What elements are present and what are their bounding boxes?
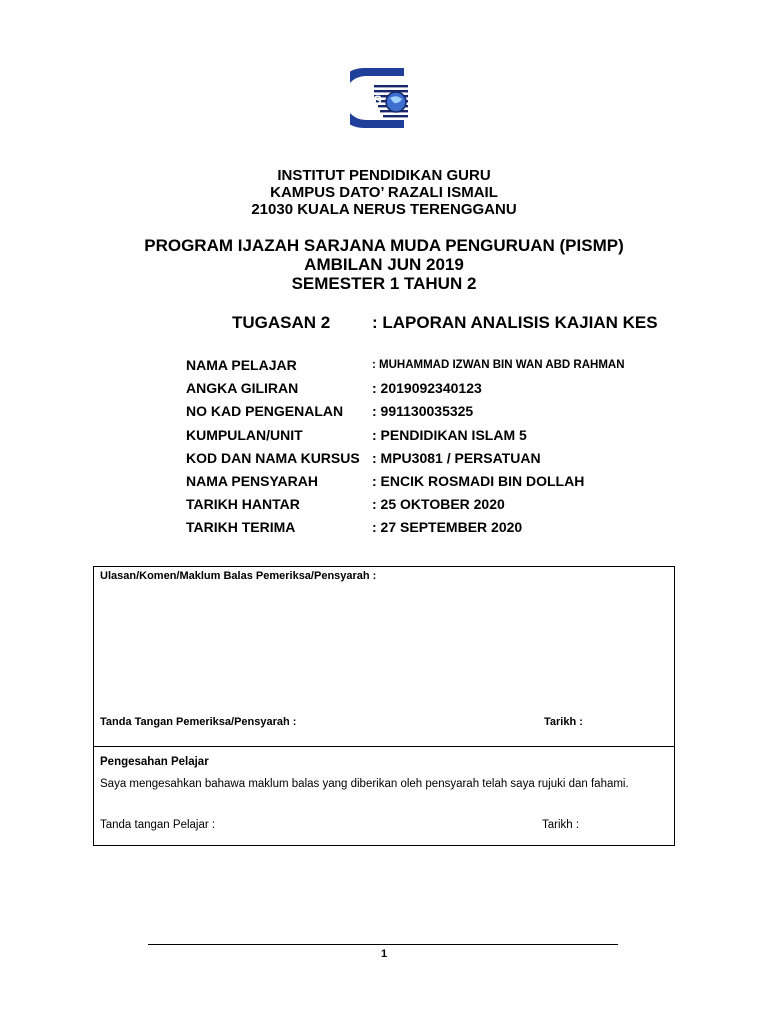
info-value: : 991130035325 <box>372 403 474 419</box>
institute-header <box>0 167 768 218</box>
feedback-title: Ulasan/Komen/Maklum Balas Pemeriksa/Pensyarah : <box>100 570 377 582</box>
student-date-label: Tarikh : <box>542 819 580 831</box>
confirmation-box <box>93 745 675 846</box>
info-label: KUMPULAN/UNIT <box>186 427 303 443</box>
info-label: KOD DAN NAMA KURSUS <box>186 450 360 466</box>
info-label: NO KAD PENGENALAN <box>186 403 344 419</box>
info-value: : PENDIDIKAN ISLAM 5 <box>372 427 527 443</box>
info-value: : 27 SEPTEMBER 2020 <box>372 519 523 535</box>
intake: AMBILAN JUN 2019 <box>304 255 464 274</box>
assignment-label: TUGASAN 2 <box>232 313 331 332</box>
confirmation-title: Pengesahan Pelajar <box>100 756 209 768</box>
footer-divider <box>148 944 618 945</box>
svg-text:IPG: IPG <box>361 93 382 107</box>
institute-name: INSTITUT PENDIDIKAN GURU <box>277 167 491 184</box>
info-value: : 2019092340123 <box>372 380 482 396</box>
info-value: : MUHAMMAD IZWAN BIN WAN ABD RAHMAN <box>372 359 625 371</box>
program-header <box>0 236 768 293</box>
info-label: ANGKA GILIRAN <box>186 380 299 396</box>
program-name: PROGRAM IJAZAH SARJANA MUDA PENGURUAN (PISMP) <box>144 236 624 255</box>
info-label: TARIKH TERIMA <box>186 519 296 535</box>
campus-name: KAMPUS DATO’ RAZALI ISMAIL <box>270 184 498 201</box>
ipg-logo <box>350 62 420 134</box>
info-value: : 25 OKTOBER 2020 <box>372 496 505 512</box>
examiner-date-label: Tarikh : <box>544 716 583 728</box>
semester: SEMESTER 1 TAHUN 2 <box>291 274 477 293</box>
assignment-title: : LAPORAN ANALISIS KAJIAN KES <box>372 313 658 332</box>
feedback-box <box>93 566 675 747</box>
info-label: NAMA PENSYARAH <box>186 473 318 489</box>
confirmation-statement: Saya mengesahkan bahawa maklum balas yang diberikan oleh pensyarah telah saya rujuki dan fahami. <box>100 778 629 790</box>
info-value: : MPU3081 / PERSATUAN <box>372 450 541 466</box>
student-signature-label: Tanda tangan Pelajar : <box>100 819 216 831</box>
page-number: 1 <box>380 948 388 960</box>
info-label: TARIKH HANTAR <box>186 496 300 512</box>
info-label: NAMA PELAJAR <box>186 357 297 373</box>
info-value: : ENCIK ROSMADI BIN DOLLAH <box>372 473 585 489</box>
examiner-signature-label: Tanda Tangan Pemeriksa/Pensyarah : <box>100 716 297 728</box>
campus-address: 21030 KUALA NERUS TERENGGANU <box>251 201 517 218</box>
